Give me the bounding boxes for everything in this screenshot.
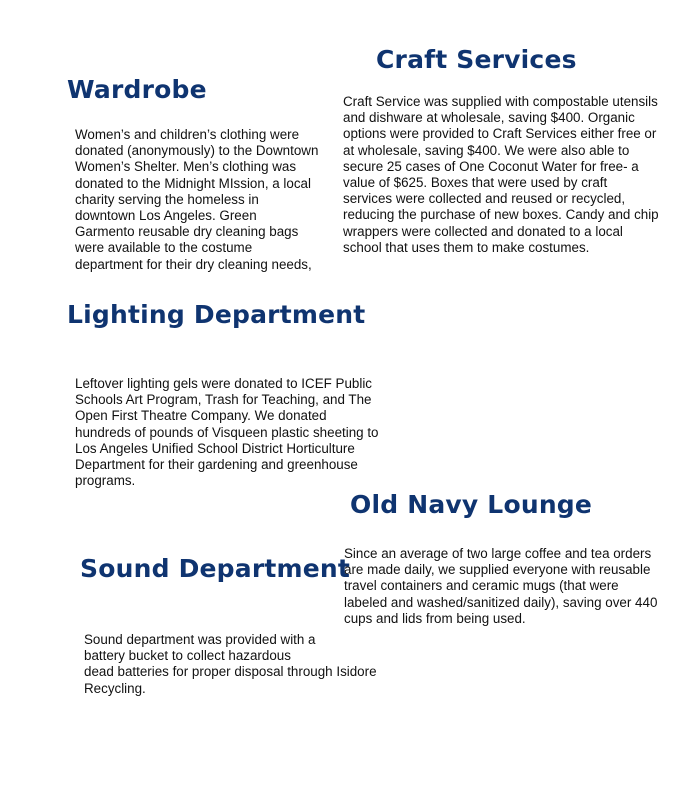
text-line: are made daily, we supplied everyone with reusable	[344, 562, 651, 578]
craft-services-paragraph	[343, 94, 659, 256]
text-line: donated to the Midnight MIssion, a local	[75, 175, 311, 191]
text-line: cups and lids from being used.	[344, 610, 526, 626]
text-line: value of $625. Boxes that were used by craft	[343, 175, 608, 191]
text-line: battery bucket to collect hazardous	[84, 648, 291, 664]
text-line: Since an average of two large coffee and tea orders	[344, 546, 652, 561]
text-line: Leftover lighting gels were donated to ICEF Public	[75, 376, 372, 391]
lighting-department-heading: Lighting Department	[67, 300, 366, 329]
text-line: Women’s and children’s clothing were	[75, 127, 300, 142]
text-line: Women’s Shelter. Men’s clothing was	[75, 159, 297, 175]
text-line: and dishware at wholesale, saving $400. Organic	[343, 110, 635, 126]
text-line: downtown Los Angeles. Green	[75, 208, 257, 224]
text-line: donated (anonymously) to the Downtown	[75, 143, 319, 159]
text-line: dead batteries for proper disposal through Isidore	[84, 664, 377, 680]
text-line: labeled and washed/sanitized daily), saving over 440	[344, 594, 658, 610]
text-line: services were collected and reused or recycled,	[343, 191, 626, 207]
text-line: were available to the costume	[75, 240, 253, 256]
text-line: school that uses them to make costumes.	[343, 239, 590, 255]
text-line: at wholesale, saving $400. We were also able to	[343, 142, 630, 158]
text-line: Craft Service was supplied with compostable utensils	[343, 94, 658, 109]
text-line: Los Angeles Unified School District Horticulture	[75, 440, 355, 456]
wardrobe-paragraph	[75, 127, 318, 273]
text-line: hundreds of pounds of Visqueen plastic sheeting to	[75, 424, 379, 440]
old-navy-lounge-paragraph	[344, 546, 657, 627]
text-line: charity serving the homeless in	[75, 191, 259, 207]
craft-services-heading: Craft Services	[376, 45, 577, 74]
text-line: Open First Theatre Company. We donated	[75, 408, 327, 424]
text-line: department for their dry cleaning needs,	[75, 256, 312, 272]
text-line: Garmento reusable dry cleaning bags	[75, 224, 299, 240]
wardrobe-heading: Wardrobe	[67, 75, 207, 104]
sound-department-heading: Sound Department	[80, 554, 351, 583]
text-line: wrappers were collected and donated to a local	[343, 223, 623, 239]
text-line: Sound department was provided with a	[84, 632, 316, 647]
sound-department-paragraph	[84, 632, 377, 697]
text-line: reducing the purchase of new boxes. Candy and chip	[343, 207, 659, 223]
text-line: Recycling.	[84, 680, 146, 696]
text-line: Department for their gardening and greenhouse	[75, 457, 358, 473]
text-line: Schools Art Program, Trash for Teaching, and The	[75, 392, 372, 408]
text-line: options were provided to Craft Services either free or	[343, 126, 657, 142]
text-line: secure 25 cases of One Coconut Water for free- a	[343, 158, 639, 174]
text-line: travel containers and ceramic mugs (that were	[344, 578, 619, 594]
lighting-department-paragraph	[75, 376, 379, 489]
text-line: programs.	[75, 473, 136, 489]
old-navy-lounge-heading: Old Navy Lounge	[350, 490, 593, 519]
